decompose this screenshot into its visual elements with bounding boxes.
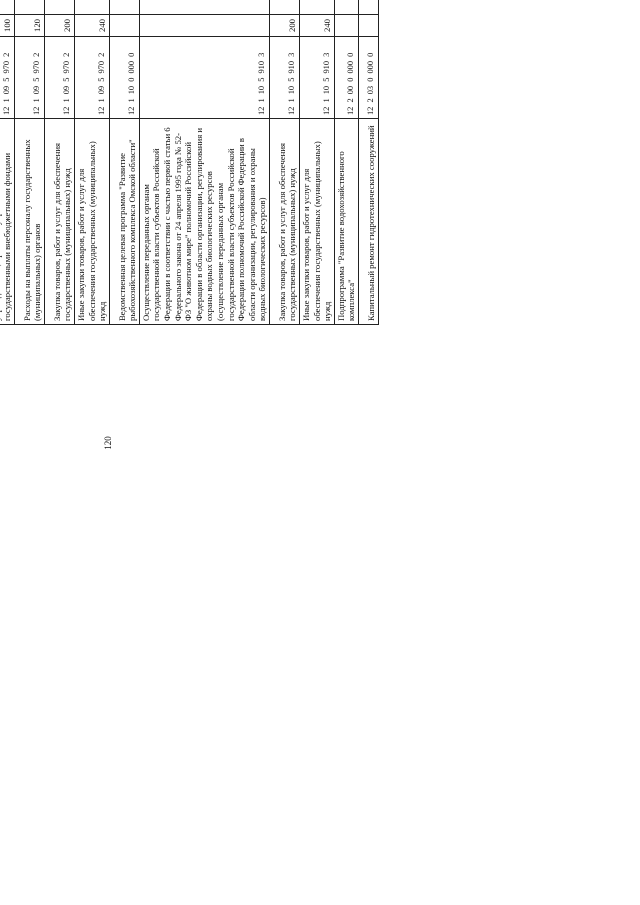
program-code: 12 1 10 5 910 3 [269, 37, 299, 119]
value-col5 [358, 0, 378, 15]
row-name: Капитальный ремонт гидротехнических сооружений [358, 119, 378, 325]
table-row [15, 0, 45, 325]
program-code: 12 1 10 5 910 3 [139, 37, 269, 119]
table-row [0, 0, 15, 325]
program-code: 12 1 09 5 970 2 [0, 37, 15, 119]
budget-table [0, 0, 379, 325]
expense-type [334, 15, 358, 37]
row-name: Закупка товаров, работ и услуг для обеспечения государственных (муниципальных) нужд [45, 119, 75, 325]
value-col5 [269, 0, 299, 15]
expense-type: 240 [75, 15, 110, 37]
expense-type: 100 [0, 15, 15, 37]
expense-type: 200 [45, 15, 75, 37]
table-row [139, 0, 269, 325]
value-col5 [15, 0, 45, 15]
value-col5 [139, 0, 269, 15]
program-code: 12 2 03 0 000 0 [358, 37, 378, 119]
program-code: 12 1 10 5 910 3 [299, 37, 334, 119]
row-name: государственными внебюджетными фондами [0, 119, 15, 325]
program-code: 12 1 09 5 970 2 [75, 37, 110, 119]
row-name: Осуществление переданных органам государственной власти субъектов Российской Федерации в соответствии с частью первой статьи 6 Федерального закона от 24 апреля 1995 года № 52-ФЗ "О животном мире" полномочий Российской Федерации в области организации, регулирования и охраны водных биологических ресурсов (осуществление переданных органам государственной власти субъектов Российской Федерации полномочий Российской Федерации в области организации, регулирования и охраны водных биологических ресурсов) [139, 119, 269, 325]
expense-type [358, 15, 378, 37]
value-col5 [45, 0, 75, 15]
value-col5 [109, 0, 139, 15]
table-row [45, 0, 75, 325]
expense-type: 200 [269, 15, 299, 37]
program-code: 12 1 09 5 970 2 [15, 37, 45, 119]
program-code: 12 2 00 0 000 0 [334, 37, 358, 119]
row-name: Закупка товаров, работ и услуг для обеспечения государственных (муниципальных) нужд [269, 119, 299, 325]
table-row [358, 0, 378, 325]
table-row [299, 0, 334, 325]
expense-type [109, 15, 139, 37]
value-col5 [0, 0, 15, 15]
expense-type: 120 [15, 15, 45, 37]
row-name: Иные закупки товаров, работ и услуг для обеспечения государственных (муниципальных) нужд [75, 119, 110, 325]
expense-type: 240 [299, 15, 334, 37]
value-col5 [334, 0, 358, 15]
budget-table-rotated [0, 0, 520, 325]
table-row [109, 0, 139, 325]
table-row [269, 0, 299, 325]
program-code: 12 1 10 0 000 0 [109, 37, 139, 119]
row-name: Ведомственная целевая программа "Развитие рыбохозяйственного комплекса Омской области" [109, 119, 139, 325]
row-name: Иные закупки товаров, работ и услуг для обеспечения государственных (муниципальных) нужд [299, 119, 334, 325]
value-col5 [75, 0, 110, 15]
table-row [75, 0, 110, 325]
expense-type [139, 15, 269, 37]
page-number: 120 [103, 436, 113, 450]
value-col5 [299, 0, 334, 15]
row-name: Подпрограмма "Развитие водохозяйственного комплекса" [334, 119, 358, 325]
program-code: 12 1 09 5 970 2 [45, 37, 75, 119]
table-row [334, 0, 358, 325]
row-name: Расходы на выплаты персоналу государственных (муниципальных) органов [15, 119, 45, 325]
